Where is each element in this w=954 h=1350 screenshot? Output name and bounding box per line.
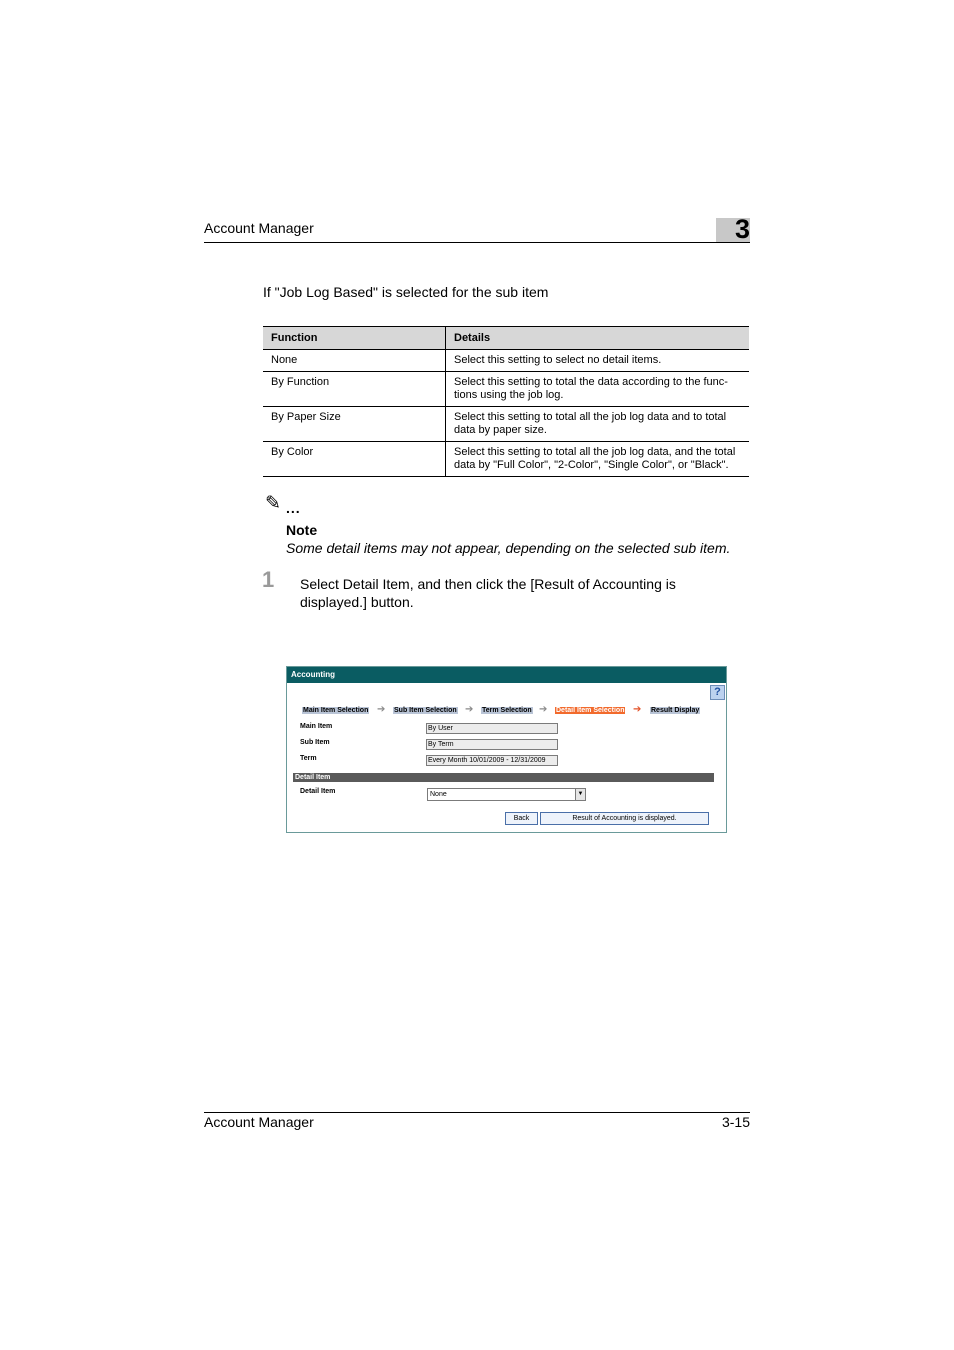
intro-text: If "Job Log Based" is selected for the sub item [263,284,549,300]
arrow-right-icon: ➔ [377,704,386,715]
header-title: Account Manager [204,220,314,236]
accounting-screen [286,666,727,833]
chapter-number: 3 [734,214,750,244]
sub-item-value: By Term [426,739,558,750]
sub-item-label: Sub Item [300,739,330,746]
term-value: Every Month 10/01/2009 - 12/31/2009 [426,755,558,766]
details-cell: Select this setting to total the data according to the func-tions using the job log. [446,372,750,407]
column-header-details: Details [446,327,750,350]
function-details-table [263,326,749,477]
table-header-row [263,327,749,350]
note-title: Note [286,522,318,538]
result-of-accounting-button[interactable]: Result of Accounting is displayed. [540,812,709,825]
detail-item-selected-value: None [430,791,447,798]
crumb-result-display: Result Display [651,707,700,714]
main-item-label: Main Item [300,723,333,730]
footer-rule [204,1112,750,1113]
main-item-value: By User [426,723,558,734]
back-button[interactable]: Back [505,812,538,825]
details-cell: Select this setting to total all the job log data and to total data by paper size. [446,407,750,442]
crumb-term-selection: Term Selection [482,707,532,714]
note-text: Some detail items may not appear, depending on the selected sub item. [286,540,731,556]
table-row [263,407,749,442]
pencil-icon: ✎ [265,493,281,514]
table-row [263,442,749,477]
help-icon[interactable]: ? [710,685,725,700]
arrow-right-icon: ➔ [633,704,642,715]
detail-item-select[interactable] [427,788,586,801]
header-rule [204,242,750,243]
note-dots: ... [286,500,301,516]
function-cell: By Function [263,372,446,407]
arrow-right-icon: ➔ [465,704,474,715]
crumb-main-item-selection: Main Item Selection [303,707,369,714]
step-text: Select Detail Item, and then click the [Result of Accounting is displayed.] button. [300,576,676,610]
detail-item-section-bar [293,773,714,782]
accounting-titlebar [287,667,726,683]
page-number: 3-15 [721,1114,750,1130]
details-cell: Select this setting to total all the job log data, and the total data by "Full Color", "2-Color", "Single Color", or "Black". [446,442,750,477]
chevron-down-icon[interactable]: ▼ [575,789,585,800]
accounting-title: Accounting [291,670,335,679]
crumb-detail-item-selection: Detail Item Selection [556,707,625,714]
function-cell: By Paper Size [263,407,446,442]
function-cell: By Color [263,442,446,477]
step-number: 1 [262,567,275,592]
term-label: Term [300,755,317,762]
footer-title: Account Manager [204,1114,314,1130]
arrow-right-icon: ➔ [539,704,548,715]
crumb-sub-item-selection: Sub Item Selection [394,707,457,714]
table-row [263,350,749,372]
function-cell: None [263,350,446,372]
details-cell: Select this setting to select no detail items. [446,350,750,372]
table-row [263,372,749,407]
section-label: Detail Item [295,774,331,781]
column-header-function: Function [263,327,446,350]
detail-item-label: Detail Item [300,788,336,795]
